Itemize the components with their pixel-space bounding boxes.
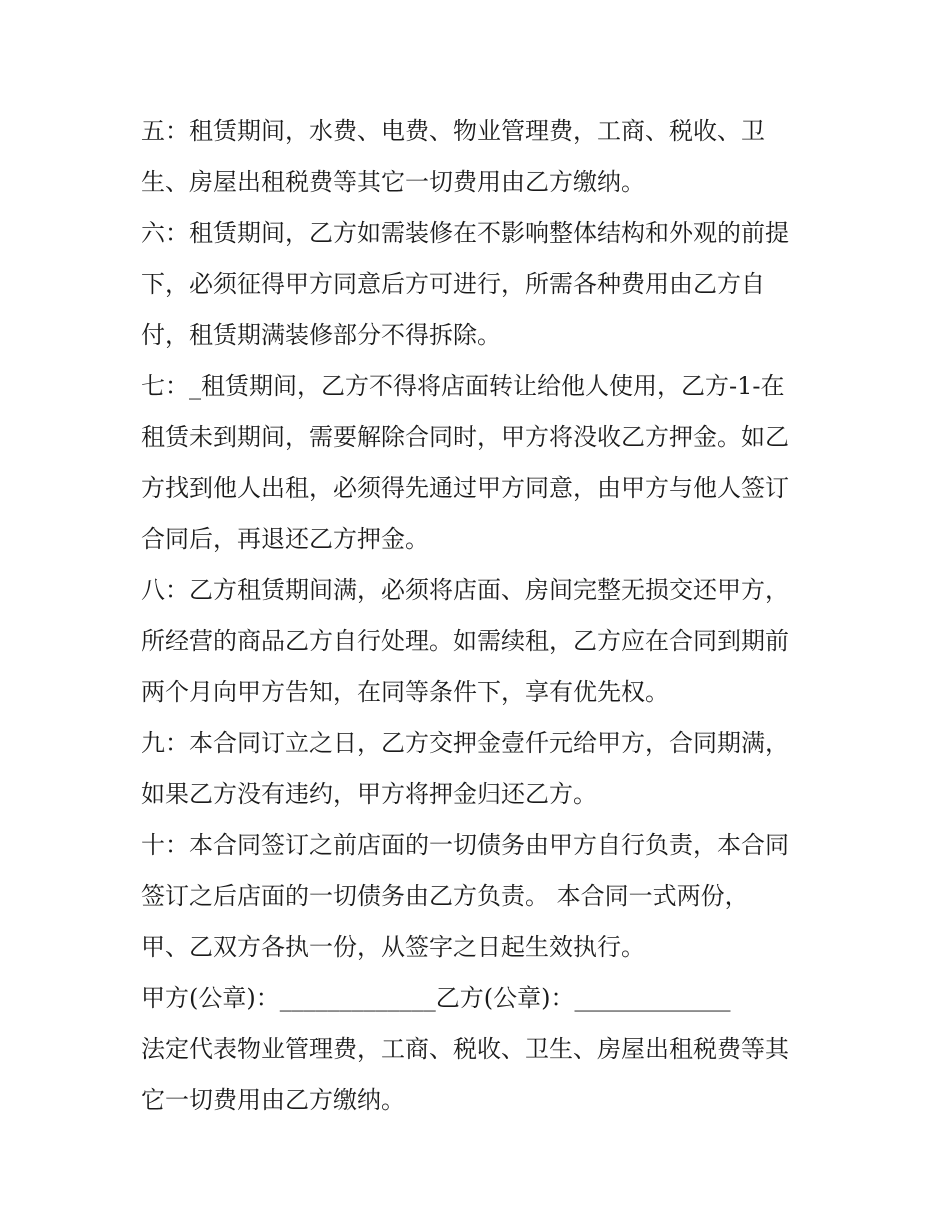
clause-5-line-2: 生、房屋出租税费等其它一切费用由乙方缴纳。	[141, 168, 645, 196]
clause-8-line-2: 所经营的商品乙方自行处理。如需续租，乙方应在合同到期前	[141, 627, 789, 655]
clause-10-line-2: 签订之后店面的一切债务由乙方负责。 本合同一式两份，	[141, 882, 749, 910]
clause-5-line-1: 五：租赁期间，水费、电费、物业管理费，工商、税收、卫	[141, 117, 765, 145]
clause-10-line-1: 十：本合同签订之前店面的一切债务由甲方自行负责，本合同	[141, 831, 789, 859]
clause-8-line-1: 八：乙方租赁期间满，必须将店面、房间完整无损交还甲方，	[141, 576, 789, 604]
clause-9-line-2: 如果乙方没有违约，甲方将押金归还乙方。	[141, 780, 597, 808]
signature-line: 甲方(公章)：_____________乙方(公章)：_____________	[141, 984, 731, 1012]
contract-body	[141, 108, 821, 1128]
representative-line-2: 它一切费用由乙方缴纳。	[141, 1086, 405, 1114]
clause-6-line-1: 六：租赁期间，乙方如需装修在不影响整体结构和外观的前提	[141, 219, 789, 247]
clause-7-line-2: 租赁未到期间，需要解除合同时，甲方将没收乙方押金。如乙	[141, 423, 789, 451]
clause-6-line-3: 付，租赁期满装修部分不得拆除。	[141, 321, 501, 349]
clause-8-line-3: 两个月向甲方告知，在同等条件下，享有优先权。	[141, 678, 669, 706]
clause-6-line-2: 下，必须征得甲方同意后方可进行，所需各种费用由乙方自	[141, 270, 765, 298]
representative-line-1: 法定代表物业管理费，工商、税收、卫生、房屋出租税费等其	[141, 1035, 789, 1063]
clause-7-line-1: 七：_租赁期间，乙方不得将店面转让给他人使用，乙方-1-在	[141, 372, 785, 400]
clause-9-line-1: 九：本合同订立之日，乙方交押金壹仟元给甲方，合同期满，	[141, 729, 789, 757]
clause-10-line-3: 甲、乙双方各执一份，从签字之日起生效执行。	[141, 933, 645, 961]
clause-7-line-3: 方找到他人出租，必须得先通过甲方同意，由甲方与他人签订	[141, 474, 789, 502]
clause-7-line-4: 合同后，再退还乙方押金。	[141, 525, 429, 553]
